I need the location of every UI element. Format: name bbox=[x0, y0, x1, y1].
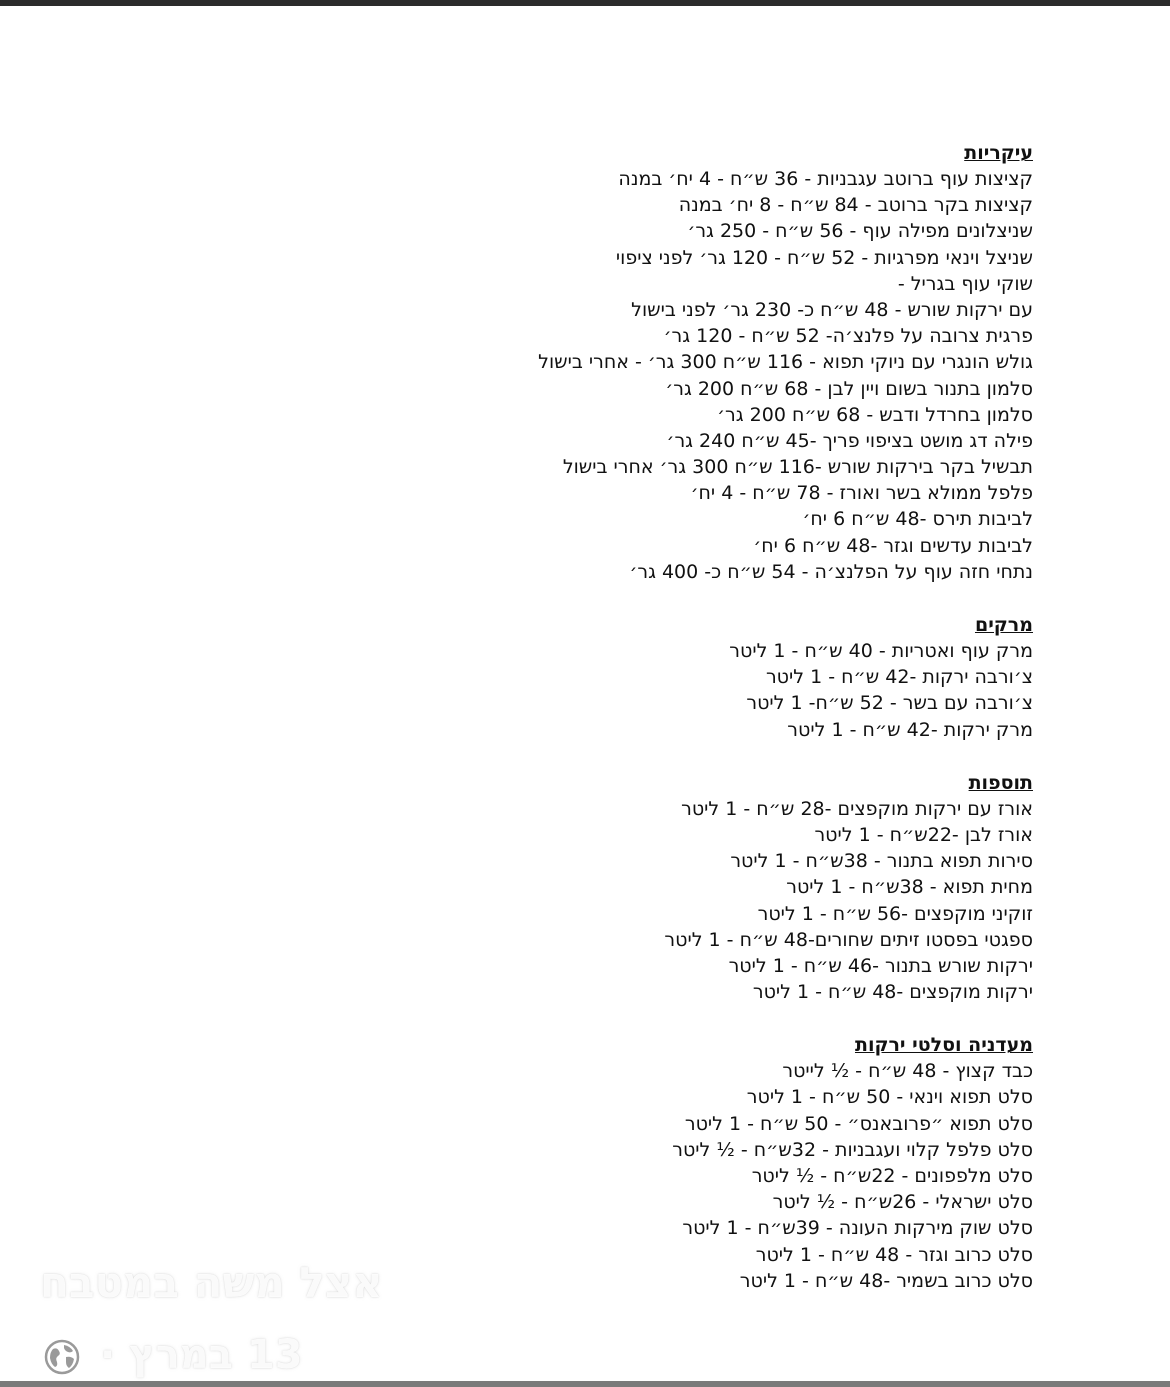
menu-item: סלט שוק מירקות העונה - 39ש״ח - 1 ליטר bbox=[682, 1217, 1033, 1240]
menu-document bbox=[333, 140, 1033, 1294]
watermark-title: אצל משה במטבח bbox=[40, 1258, 383, 1307]
menu-item: מרק עוף ואטריות - 40 ש״ח - 1 ליטר bbox=[729, 640, 1033, 662]
menu-item: סירות תפוא בתנור - 38ש״ח - 1 ליטר bbox=[730, 850, 1033, 873]
section-mains bbox=[333, 140, 1033, 585]
section-heading: מעדניה וסלטי ירקות bbox=[854, 1034, 1033, 1057]
menu-item: שוקי עוף בגריל - bbox=[897, 272, 1033, 295]
section-heading: מרקים bbox=[974, 614, 1033, 636]
menu-item: זוקיני מוקפצים -56 ש״ח - 1 ליטר bbox=[757, 902, 1033, 925]
menu-item: לביבות תירס -48 ש״ח 6 יח׳ bbox=[802, 508, 1033, 531]
top-border bbox=[0, 0, 1170, 6]
menu-item: סלט תפוא וינאי - 50 ש״ח - 1 ליטר bbox=[746, 1086, 1033, 1109]
menu-item: פרגית צרובה על פלנצ׳ה- 52 ש״ח - 120 גר׳ bbox=[663, 325, 1033, 348]
menu-item: סלט ישראלי - 26ש״ח - ½ ליטר bbox=[772, 1191, 1033, 1214]
section-sides bbox=[333, 770, 1033, 1006]
menu-item: גולש הונגרי עם ניוקי תפוא - 116 ש״ח 300 גר׳ - אחרי בישול bbox=[538, 351, 1033, 374]
menu-item: מחית תפוא - 38ש״ח - 1 ליטר bbox=[786, 876, 1033, 899]
menu-item: צ׳ורבה עם בשר - 52 ש״ח- 1 ליטר bbox=[746, 692, 1033, 715]
menu-item: שניצלונים מפילה עוף - 56 ש״ח - 250 גר׳ bbox=[687, 220, 1033, 243]
menu-item: קציצות עוף ברוטב עגבניות - 36 ש״ח - 4 יח׳ במנה bbox=[618, 168, 1033, 190]
menu-item: תבשיל בקר בירקות שורש -116 ש״ח 300 גר׳ אחרי בישול bbox=[562, 456, 1033, 479]
menu-item: פלפל ממולא בשר ואורז - 78 ש״ח - 4 יח׳ bbox=[690, 482, 1033, 505]
menu-item: סלט תפוא ״פרובאנס״ - 50 ש״ח - 1 ליטר bbox=[684, 1112, 1033, 1135]
menu-item: צ׳ורבה ירקות -42 ש״ח - 1 ליטר bbox=[765, 666, 1033, 689]
menu-item: ירקות מוקפצים -48 ש״ח - 1 ליטר bbox=[752, 981, 1033, 1004]
menu-item: סלמון בתנור בשום ויין לבן - 68 ש״ח 200 גר׳ bbox=[665, 377, 1033, 400]
section-deli-salads bbox=[333, 1032, 1033, 1294]
menu-item: סלט פלפל קלוי ועגבניות - 32ש״ח - ½ ליטר bbox=[672, 1138, 1033, 1161]
menu-item: סלט כרוב בשמיר -48 ש״ח - 1 ליטר bbox=[739, 1269, 1033, 1292]
menu-item: כבד קצוץ - 48 ש״ח - ½ לייטר bbox=[782, 1060, 1033, 1083]
section-soups bbox=[333, 612, 1033, 743]
menu-item: סלט כרוב וגזר - 48 ש״ח - 1 ליטר bbox=[755, 1243, 1033, 1266]
watermark-date: 13 במרץ · bbox=[100, 1332, 303, 1378]
menu-item: אורז עם ירקות מוקפצים -28 ש״ח - 1 ליטר bbox=[681, 797, 1033, 820]
menu-item: סלט מלפפונים - 22ש״ח - ½ ליטר bbox=[751, 1165, 1033, 1187]
menu-item: מרק ירקות -42 ש״ח - 1 ליטר bbox=[787, 718, 1033, 741]
section-heading: תוספות bbox=[968, 771, 1033, 794]
section-heading: עיקריות bbox=[964, 142, 1033, 164]
menu-item: שניצל וינאי מפרגיות - 52 ש״ח - 120 גר׳ לפני ציפוי bbox=[615, 246, 1033, 269]
menu-item: נתחי חזה עוף על הפלנצ׳ה - 54 ש״ח כ- 400 גר׳ bbox=[629, 560, 1033, 583]
menu-item: ספגטי בפסטו זיתים שחורים-48 ש״ח - 1 ליטר bbox=[664, 928, 1033, 951]
bottom-border bbox=[0, 1381, 1170, 1387]
menu-item: סלמון בחרדל ודבש - 68 ש״ח 200 גר׳ bbox=[717, 403, 1033, 426]
menu-item: לביבות עדשים וגזר -48 ש״ח 6 יח׳ bbox=[753, 534, 1033, 557]
menu-item: קציצות בקר ברוטב - 84 ש״ח - 8 יח׳ במנה bbox=[678, 194, 1033, 217]
menu-item: אורז לבן -22ש״ח - 1 ליטר bbox=[814, 823, 1033, 846]
menu-item: ירקות שורש בתנור -46 ש״ח - 1 ליטר bbox=[728, 954, 1033, 977]
globe-icon bbox=[44, 1339, 80, 1375]
menu-item: פילה דג מושט בציפוי פריך -45 ש״ח 240 גר׳ bbox=[666, 429, 1033, 452]
menu-item: עם ירקות שורש - 48 ש״ח כ- 230 גר׳ לפני בישול bbox=[631, 298, 1033, 321]
